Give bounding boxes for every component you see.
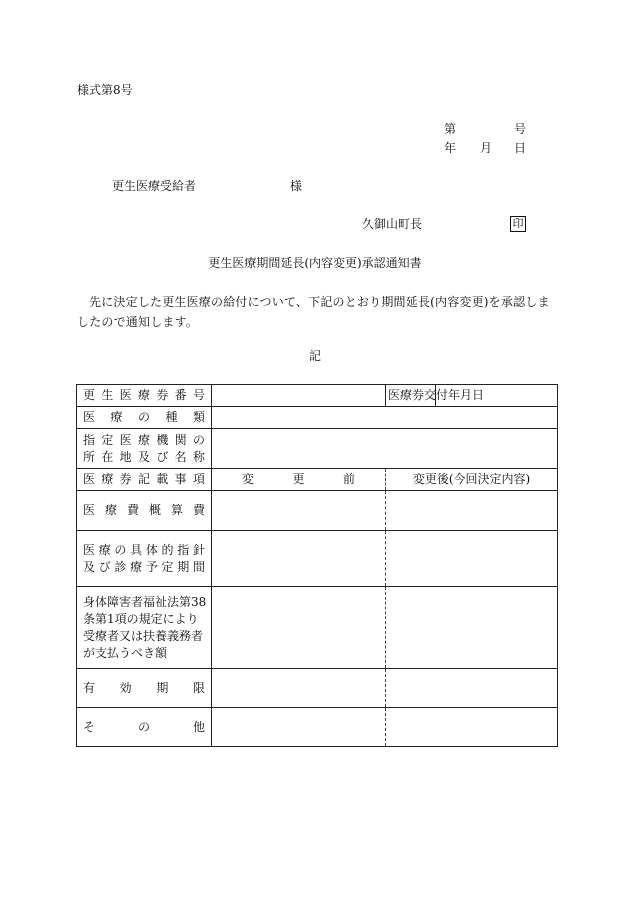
payment-label-line2: 条第1項の規定により [83, 611, 199, 626]
date-year: 年 [444, 141, 457, 155]
other-before [212, 708, 386, 747]
card-number-value [212, 385, 386, 407]
document-number-suffix: 号 [514, 122, 527, 136]
table-row [77, 587, 558, 669]
before-header: 変 更 前 [212, 469, 386, 491]
table-row [77, 708, 558, 747]
payment-label-line3: 受療者又は扶養義務者 [83, 628, 204, 643]
card-number-label: 更生医療券番号 [77, 385, 212, 407]
issuer-name: 久御山町長 [362, 217, 423, 231]
validity-label: 有効期限 [77, 669, 212, 708]
table-row [77, 407, 558, 429]
table-row [77, 429, 558, 469]
guideline-label-line1: 医療の具体的指針 [83, 542, 205, 557]
institution-label-line1: 指定医療機関の [83, 432, 205, 447]
medical-type-label: 医療の種類 [77, 407, 212, 429]
institution-value [212, 429, 558, 469]
validity-before [212, 669, 386, 708]
recipient-label: 更生医療受給者 [112, 179, 197, 193]
table-row [77, 491, 558, 531]
date-day: 日 [514, 141, 527, 155]
form-table [76, 384, 558, 747]
seal-mark: 印 [510, 216, 526, 232]
entries-label: 医療券記載事項 [77, 469, 212, 491]
table-row [77, 669, 558, 708]
cost-estimate-label: 医療費概算費 [77, 491, 212, 531]
document-title: 更生医療期間延長(内容変更)承認通知書 [208, 256, 422, 270]
payment-label-line4: が支払うべき額 [83, 645, 168, 660]
validity-after [386, 669, 558, 708]
payment-label-line1: 身体障害者福祉法第38 [83, 594, 207, 609]
other-label: その他 [77, 708, 212, 747]
guideline-label-line2: 及び診療予定期間 [83, 559, 205, 574]
institution-label-line2: 所在地及び名称 [83, 449, 205, 464]
body-text: 先に決定した更生医療の給付について、下記のとおり期間延長(内容変更)を承認しましたので通知します。 [77, 295, 550, 329]
cost-estimate-after [386, 491, 558, 531]
table-row [77, 469, 558, 491]
other-after [386, 708, 558, 747]
document-number-prefix: 第 [444, 122, 457, 136]
issue-date-label [386, 385, 485, 407]
payment-label [77, 587, 212, 669]
ki-heading: 記 [308, 349, 321, 363]
payment-after [386, 587, 558, 669]
after-header: 変更後(今回決定内容) [386, 469, 558, 491]
date-month: 月 [480, 141, 493, 155]
honorific: 様 [290, 179, 303, 193]
table-row [77, 531, 558, 587]
guideline-before [212, 531, 386, 587]
medical-type-value [212, 407, 558, 429]
form-number: 様式第8号 [77, 83, 133, 97]
cost-estimate-before [212, 491, 386, 531]
table-row [77, 385, 558, 407]
guideline-label [77, 531, 212, 587]
payment-before [212, 587, 386, 669]
issue-date-label-text: 医療券交付年月日 [388, 388, 485, 402]
guideline-after [386, 531, 558, 587]
institution-label [77, 429, 212, 469]
